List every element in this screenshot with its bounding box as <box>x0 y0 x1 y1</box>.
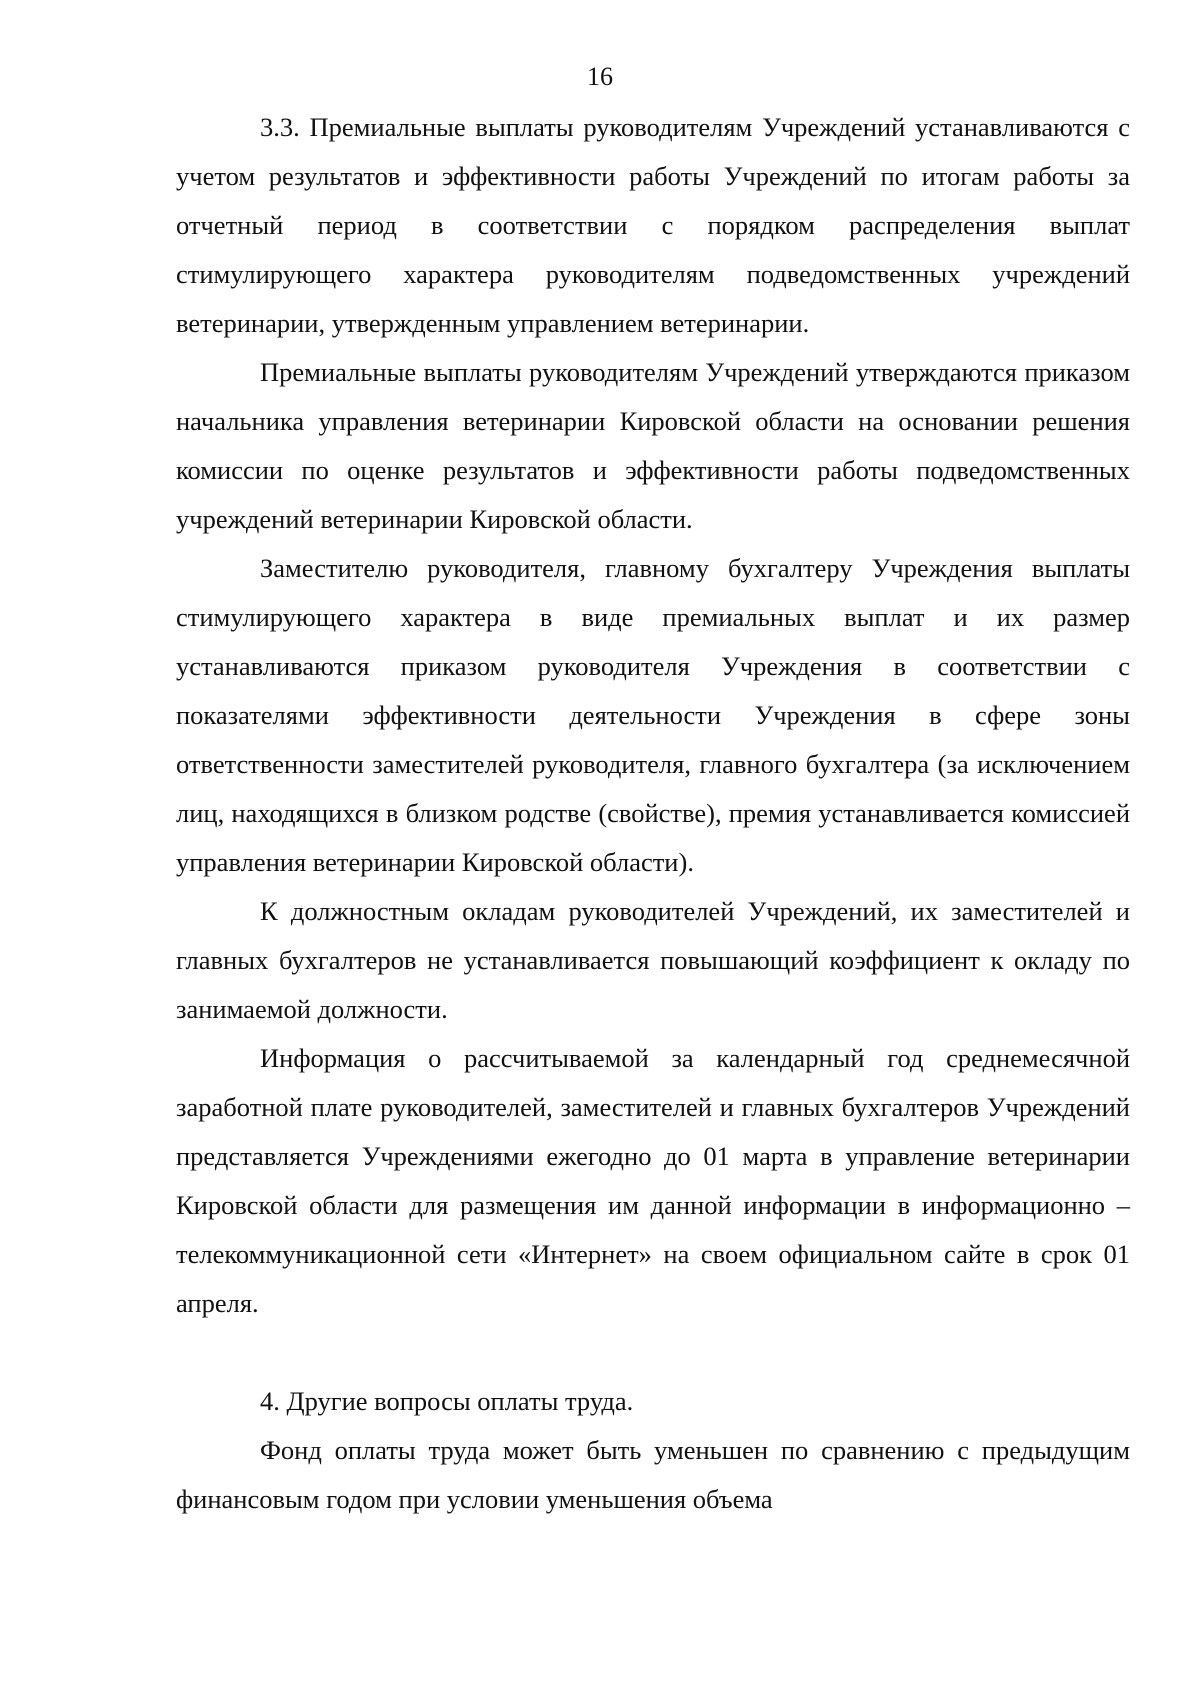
page-number: 16 <box>587 62 613 91</box>
paragraph-coefficient: К должностным окладам руководителей Учреждений, их заместителей и главных бухгалтеров не устанавливается повышающий коэффициент к окладу по занимаемой должности. <box>176 896 1130 1024</box>
document-body <box>176 103 1130 1524</box>
paragraph-fund: Фонд оплаты труда может быть уменьшен по сравнению с предыдущим финансовым годом при условии уменьшения объема <box>176 1435 1130 1514</box>
section-heading: 4. Другие вопросы оплаты труда. <box>260 1386 634 1416</box>
paragraph-information: Информация о рассчитываемой за календарный год среднемесячной заработной плате руководителей, заместителей и главных бухгалтеров Учреждений представляется Учреждениями ежегодно до 01 марта в управление ветеринарии Кировской области для размещения им данной информации в информационно – телекоммуникационной сети «Интернет» на своем официальном сайте в срок 01 апреля. <box>176 1043 1130 1318</box>
paragraph-3-3: 3.3. Премиальные выплаты руководителям Учреждений устанавливаются с учетом результатов и эффективности работы Учреждений по итогам работы за отчетный период в соответствии с порядком распределения выплат стимулирующего характера руководителям подведомственных учреждений ветеринарии, утвержденным управлением ветеринарии. <box>176 112 1130 338</box>
paragraph-approval: Премиальные выплаты руководителям Учреждений утверждаются приказом начальника управления ветеринарии Кировской области на основании решения комиссии по оценке результатов и эффективности работы подведомственных учреждений ветеринарии Кировской области. <box>176 357 1130 534</box>
paragraph-deputy: Заместителю руководителя, главному бухгалтеру Учреждения выплаты стимулирующего характера в виде премиальных выплат и их размер устанавливаются приказом руководителя Учреждения в соответствии с показателями эффективности деятельности Учреждения в сфере зоны ответственности заместителей руководителя, главного бухгалтера (за исключением лиц, находящихся в близком родстве (свойстве), премия устанавливается комиссией управления ветеринарии Кировской области). <box>176 553 1130 877</box>
